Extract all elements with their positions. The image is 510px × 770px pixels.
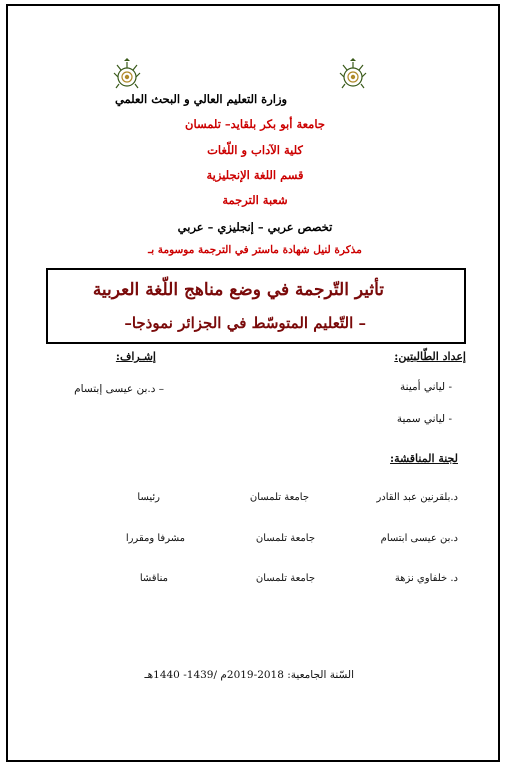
branch-name: شعبة الترجمة bbox=[222, 193, 288, 207]
committee-label: لجنة المناقشة: bbox=[390, 452, 458, 465]
student-name: - لياني أمينة bbox=[400, 381, 452, 393]
committee-member-role: رئيسا bbox=[137, 492, 160, 503]
committee-member-university: جامعة تلمسان bbox=[249, 492, 309, 503]
academic-year: السّنة الجامعية: 2018-2019م /1439- 1440هـ bbox=[144, 669, 354, 681]
thesis-subtitle: – التّعليم المتوسّط في الجزائر نموذجا– bbox=[124, 314, 366, 332]
thesis-title: تأثير التّرجمة في وضع مناهج اللّغة العربية bbox=[92, 280, 384, 300]
university-emblem-icon bbox=[110, 58, 144, 92]
committee-member-role: مناقشا bbox=[139, 573, 168, 584]
university-name: جامعة أبو بكر بلقايد– تلمسان bbox=[185, 117, 325, 131]
memo-statement: مذكرة لنيل شهادة ماستر في الترجمة موسومة بـ bbox=[148, 244, 362, 256]
supervisor-name: – د.بن عيسى إبتسام bbox=[74, 383, 164, 395]
faculty-name: كلية الآداب و اللّغات bbox=[207, 143, 303, 157]
ministry-name: وزارة التعليم العالي و البحث العلمي bbox=[114, 92, 288, 106]
supervision-label: إشـراف: bbox=[115, 350, 156, 363]
specialty: تخصص عربي – إنجليزي – عربي bbox=[177, 220, 333, 234]
thesis-title-box bbox=[46, 268, 466, 344]
committee-member-university: جامعة تلمسان bbox=[255, 573, 315, 584]
department-name: قسم اللغة الإنجليزية bbox=[206, 168, 304, 182]
students-label: إعداد الطّالبتين: bbox=[394, 350, 466, 363]
student-name: - لياني سمية bbox=[396, 413, 452, 425]
committee-member-name: د. خلفاوي نزهة bbox=[394, 573, 458, 584]
committee-member-name: د.بن عيسى ابتسام bbox=[380, 533, 458, 544]
committee-member-name: د.بلقرنين عبد القادر bbox=[376, 492, 458, 503]
committee-member-role: مشرفا ومقررا bbox=[125, 533, 185, 544]
committee-member-university: جامعة تلمسان bbox=[255, 533, 315, 544]
university-emblem-icon bbox=[336, 58, 370, 92]
